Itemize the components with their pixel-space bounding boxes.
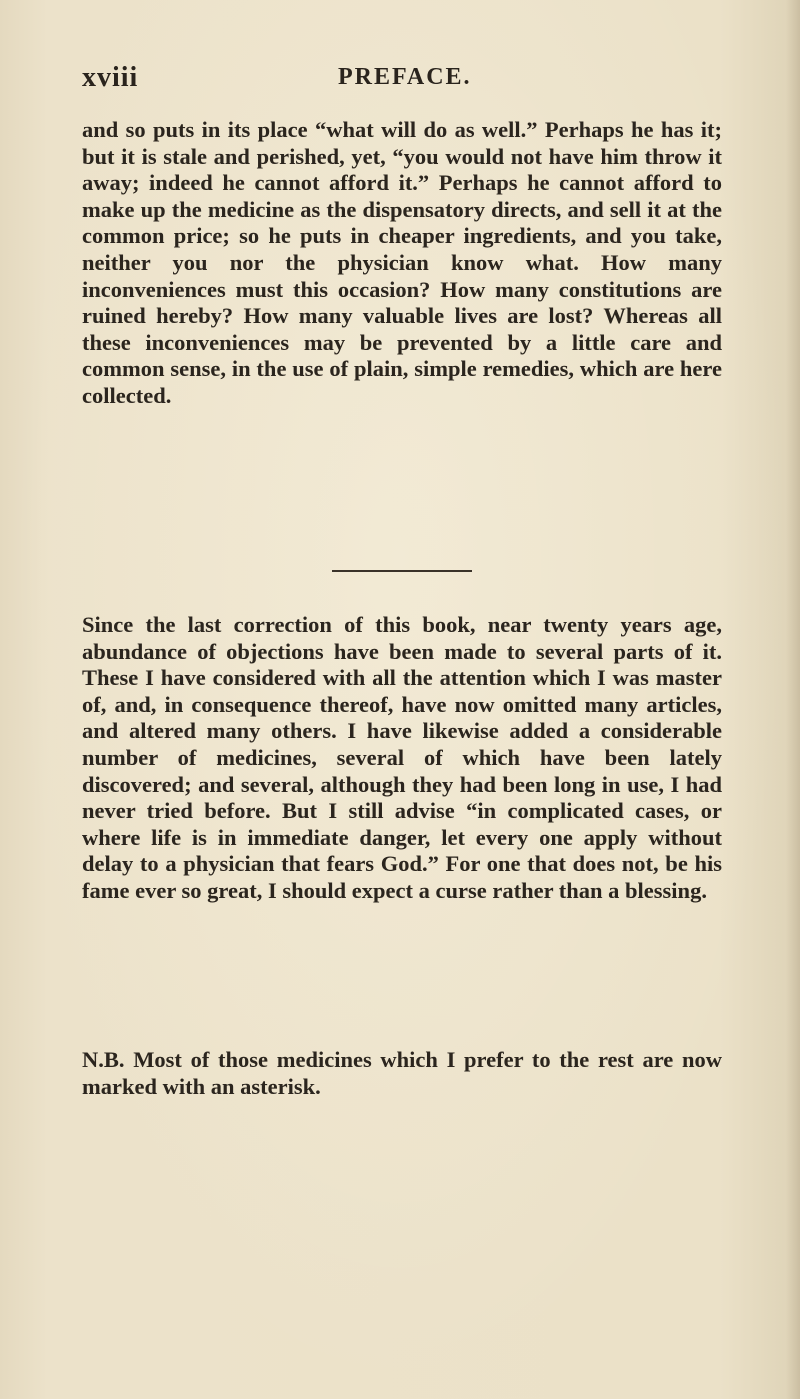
note-paragraph: N.B. Most of those medicines which I prefer to the rest are now marked with an asterisk. <box>82 1047 722 1099</box>
section-divider <box>332 570 472 572</box>
running-head: PREFACE. <box>338 64 472 90</box>
page-edge-shadow <box>786 0 800 1399</box>
page-number: xviii <box>82 62 139 93</box>
page-header <box>82 62 722 102</box>
paragraph-1: and so puts in its place “what will do as well.” Perhaps he has it; but it is stale and perished, yet, “you would not have him throw it away; indeed he cannot afford it.” Perhaps he cannot afford to make up the medicine as the dispensatory directs, and sell it at the common price; so he puts in cheaper ingredients, and you take, neither you nor the physician know what. How many inconveniences must this occasion? How many constitutions are ruined hereby? How many valuable lives are lost? Whereas all these inconveniences may be prevented by a little care and common sense, in the use of plain, simple remedies, which are here collected. <box>82 117 722 408</box>
paragraph-2: Since the last correction of this book, near twenty years age, abundance of objections have been made to several parts of it. These I have considered with all the attention which I was master of, and, in consequence thereof, have now omitted many articles, and altered many others. I have likewise added a considerable number of medicines, several of which have been lately discovered; and several, although they had been long in use, I had never tried before. But I still advise “in complicated cases, or where life is in immediate danger, let every one apply without delay to a physician that fears God.” For one that does not, be his fame ever so great, I should expect a curse rather than a blessing. <box>82 612 722 903</box>
